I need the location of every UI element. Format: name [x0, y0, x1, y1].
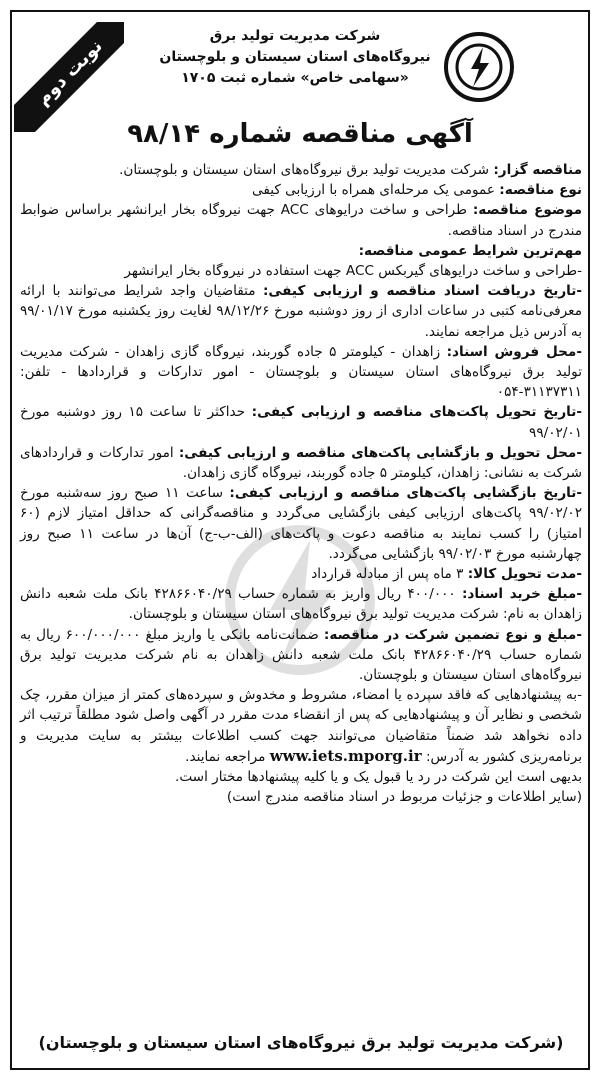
section-sale-location	[20, 342, 582, 403]
ribbon-text: نوبت دوم	[14, 22, 124, 132]
section-text: امور تدارکات و قراردادهای شرکت به نشانی: زاهدان، کیلومتر ۵ جاده گوربند، نیروگاه گازی زاهدان.	[20, 444, 582, 482]
section-text: طراحی و ساخت درایوهای ACC جهت نیروگاه بخار ایرانشهر براساس ضوابط مندرج در اسناد مناقصه.	[20, 202, 582, 239]
section-text: (سایر اطلاعات و جزئیات مربوط در اسناد مناقصه مندرج است)	[226, 789, 582, 806]
section-text: ساعت ۱۱ صبح روز سه‌شنبه مورخ ۹۹/۰۲/۰۲ پاکت‌های ارزیابی کیفی بازگشایی می‌گردد و مناقصه‌گرانی که حداقل امتیاز لازم (۶۰ امتیاز) را کسب نمایند به مناقصه دعوت و پاکت‌های (الف-ب-ج) آن‌ها در ساعت ۱۱ صبح روز چهارشنبه مورخ ۹۹/۰۲/۰۳ بازگشایی می‌گردد.	[20, 485, 582, 562]
section-label: مناقصه گزار:	[493, 162, 582, 178]
company-line-2: نیروگاه‌های استان سیستان و بلوچستان	[159, 49, 431, 65]
section-conditions	[20, 685, 582, 767]
section-text: حداکثر تا ساعت ۱۵ روز دوشنبه مورخ ۹۹/۰۲/۰۱	[20, 404, 582, 441]
section-text: -به پیشنهادهایی که فاقد سپرده یا امضاء، مشروط و مخدوش و سپرده‌های کمتر از میزان مقرر، چک شخصی و نظایر آن و پیشنهادهایی که پس از انقضاء مدت مقرر در آگهی واصل شود مطلقاً ترتیب اثر داده نخواهد شد ضمناً متقاضیان می‌توانند جهت کسب اطلاعات بیشتر به سایت مدیریت و برنامه‌ریزی کشور به آدرس:	[20, 687, 582, 765]
company-logo-icon	[444, 32, 514, 102]
section-tender-type	[20, 180, 582, 200]
section-text: ضمانت‌نامه بانکی یا واریز مبلغ ۶۰۰/۰۰۰/۰۰۰ ریال به شماره حساب ۴۲۸۶۶۰۴۰/۲۹ بانک ملت شعبه دانش زاهدان به نام شرکت مدیریت تولید برق نیروگاه‌های استان سیستان و بلوچستان.	[20, 626, 582, 684]
section-text: ۴۰۰/۰۰۰ ریال واریز به شماره حساب ۴۲۸۶۶۰۴۰/۲۹ بانک ملت شعبه دانش زاهدان به نام: شرکت مدیریت تولید برق نیروگاه‌های استان سیستان و بلوچستان.	[20, 586, 582, 623]
section-goods-delivery	[20, 564, 582, 584]
section-text: -طراحی و ساخت درایوهای گیربکس ACC جهت استفاده در نیروگاه بخار ایرانشهر	[124, 263, 582, 280]
company-line-3: «سهامی خاص» شماره ثبت ۱۷۰۵	[181, 70, 409, 86]
section-receive-date	[20, 281, 582, 342]
section-label: نوع مناقصه:	[499, 182, 582, 199]
notice-title: آگهی مناقصه شماره ۹۸/۱۴	[127, 119, 473, 149]
section-general-terms-heading	[20, 241, 582, 261]
section-label: -تاریخ تحویل پاکت‌های مناقصه و ارزیابی کیفی:	[251, 404, 583, 421]
section-guarantee	[20, 625, 582, 686]
section-text: شرکت مدیریت تولید برق نیروگاه‌های استان سیستان و بلوچستان.	[119, 162, 490, 178]
section-rights	[20, 767, 582, 787]
section-text: مراجعه نمایند.	[185, 748, 266, 765]
section-label: -محل فروش اسناد:	[446, 343, 582, 360]
section-delivery-location	[20, 443, 582, 483]
section-text: بدیهی است این شرکت در رد یا قبول یک و یا کلیه پیشنهادها مختار است.	[175, 769, 582, 786]
section-details	[20, 787, 582, 807]
section-text: متقاضیان واجد شرایط می‌توانند با ارائه معرفی‌نامه کتبی در ساعات اداری از روز دوشنبه مورخ ۹۸/۱۲/۲۶ لغایت روز یکشنبه مورخ ۹۹/۰۱/۱۷ به آدرس ذیل مراجعه نمایند.	[20, 283, 583, 340]
section-tenderer	[20, 160, 582, 180]
section-general-terms	[20, 261, 582, 281]
section-document-price	[20, 584, 582, 624]
section-label: موضوع مناقصه:	[472, 202, 582, 219]
notice-body	[20, 160, 582, 808]
section-label: -تاریخ بازگشایی پاکت‌های مناقصه و ارزیابی کیفی:	[229, 485, 583, 502]
footer-signature: (شرکت مدیریت تولید برق نیروگاه‌های استان سیستان و بلوچستان)	[38, 1033, 564, 1052]
section-label: مهم‌ترین شرایط عمومی مناقصه:	[358, 242, 582, 259]
section-label: -مبلغ خرید اسناد:	[461, 586, 582, 603]
section-opening-date	[20, 483, 582, 564]
company-line-1: شرکت مدیریت تولید برق	[209, 28, 381, 44]
section-subject	[20, 200, 582, 240]
section-text: عمومی یک مرحله‌ای همراه با ارزیابی کیفی	[252, 182, 495, 199]
section-text: زاهدان - کیلومتر ۵ جاده گوربند، نیروگاه گازی زاهدان - شرکت مدیریت تولید برق نیروگاه‌های استان سیستان و بلوچستان - امور تدارکات و قراردادها - تلفن: ۳۱۱۳۷۳۱۱-۰۵۴	[20, 343, 582, 401]
section-label: -مبلغ و نوع تضمین شرکت در مناقصه:	[323, 626, 582, 643]
section-label: -محل تحویل و بازگشایی پاکت‌های مناقصه و ارزیابی کیفی:	[178, 444, 582, 461]
section-text: ۳ ماه پس از مبادله قرارداد	[311, 566, 464, 583]
section-delivery-date	[20, 402, 582, 442]
website-link[interactable]: www.iets.mporg.ir	[269, 746, 422, 765]
section-label: -تاریخ دریافت اسناد مناقصه و ارزیابی کیفی:	[262, 283, 582, 300]
section-label: -مدت تحویل کالا:	[467, 566, 582, 583]
corner-ribbon	[14, 22, 124, 132]
company-header	[150, 26, 440, 89]
